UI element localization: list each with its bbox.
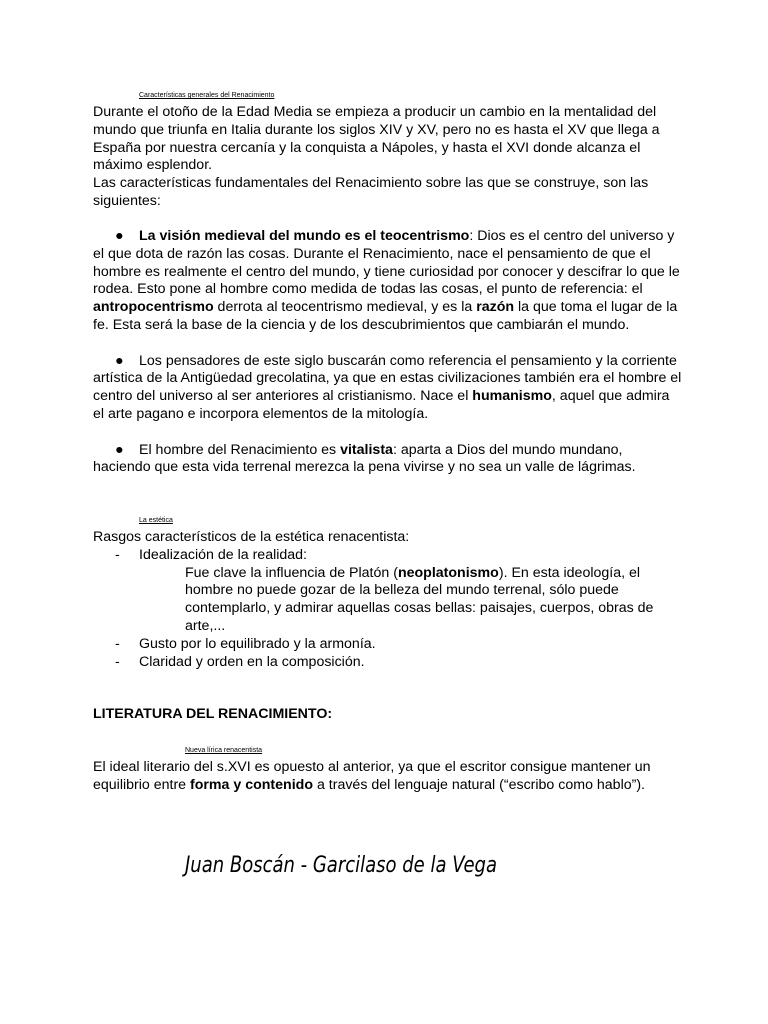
section-label-lirica: Nueva lírica renacentista	[185, 747, 263, 754]
handwritten-authors	[181, 848, 515, 882]
dash-icon: -	[115, 546, 120, 563]
literatura-heading: LITERATURA DEL RENACIMIENTO:	[93, 706, 333, 722]
estetica-block	[93, 529, 683, 671]
dash-item-idealizacion: - Idealización de la realidad:	[115, 546, 307, 563]
literatura-block	[93, 759, 683, 795]
bullet-item-pensadores: ● Los pensadores de este siglo buscarán como referencia el pensamiento y la corriente artística de la Antigüedad grecolatina, ya que en estas civilizaciones también era el hombre el centro del universo al ser anteriores al cristianismo. Nace el humanismo, aquel que admira el arte pagano e incorpora elementos de la mitología.	[93, 352, 682, 422]
neoplatonismo-paragraph: Fue clave la influencia de Platón (neoplatonismo). En esta ideología, el hombre no puede gozar de la belleza del mundo terrenal, sólo puede contemplarlo, y admirar aquellas cosas bellas: paisajes, cuerpos, obras de arte,...	[185, 564, 654, 634]
section-label-caracteristicas: Características generales del Renacimiento	[139, 92, 275, 99]
dash-icon: -	[115, 653, 120, 670]
handwritten-authors-text: Juan Boscán - Garcilaso de la Vega	[181, 853, 498, 878]
bullet-item-vitalista: ● El hombre del Renacimiento es vitalista: aparta a Dios del mundo mundano, haciendo que esta vida terrenal merezca la pena vivirse y no sea un valle de lágrimas.	[93, 441, 636, 476]
dash-icon: -	[115, 635, 120, 652]
dash-item-equilibrio: - Gusto por lo equilibrado y la armonía.	[115, 635, 376, 652]
intro-paragraph-2: Las características fundamentales del Renacimiento sobre las que se construye, son las siguientes:	[93, 175, 649, 209]
dash-item-claridad: - Claridad y orden en la composición.	[115, 653, 365, 670]
intro-paragraph-1: Durante el otoño de la Edad Media se empieza a producir un cambio en la mentalidad del mundo que triunfa en Italia durante los siglos XIV y XV, pero no es hasta el XV que llega a España por nuestra cercanía y la conquista a Nápoles, y hasta el XVI donde alcanza el máximo esplendor.	[93, 104, 660, 174]
bullet-list	[93, 228, 683, 477]
bullet-item-teocentrismo: ● La visión medieval del mundo es el teocentrismo: Dios es el centro del universo y el que dota de razón las cosas. Durante el Renacimiento, nace el pensamiento de que el hombre es realmente el centro del mundo, y tiene curiosidad por conocer y descifrar lo que le rodea. Esto pone al hombre como medida de todas las cosas, el punto de referencia: el antropocentrismo derrota al teocentrismo medieval, y es la razón la que toma el lugar de la fe. Esta será la base de la ciencia y de los descubrimientos que cambiarán el mundo.	[93, 228, 680, 333]
section-label-estetica: La estética	[139, 517, 173, 524]
bullet-icon: ●	[115, 352, 124, 369]
bullet-icon: ●	[115, 441, 124, 458]
bullet-icon: ●	[115, 228, 124, 244]
estetica-intro: Rasgos característicos de la estética renacentista:	[93, 529, 410, 545]
literatura-paragraph: El ideal literario del s.XVI es opuesto al anterior, ya que el escritor consigue mantener un equilibrio entre forma y contenido a través del lenguaje natural (“escribo como hablo”).	[93, 759, 651, 793]
intro-block	[93, 104, 683, 211]
